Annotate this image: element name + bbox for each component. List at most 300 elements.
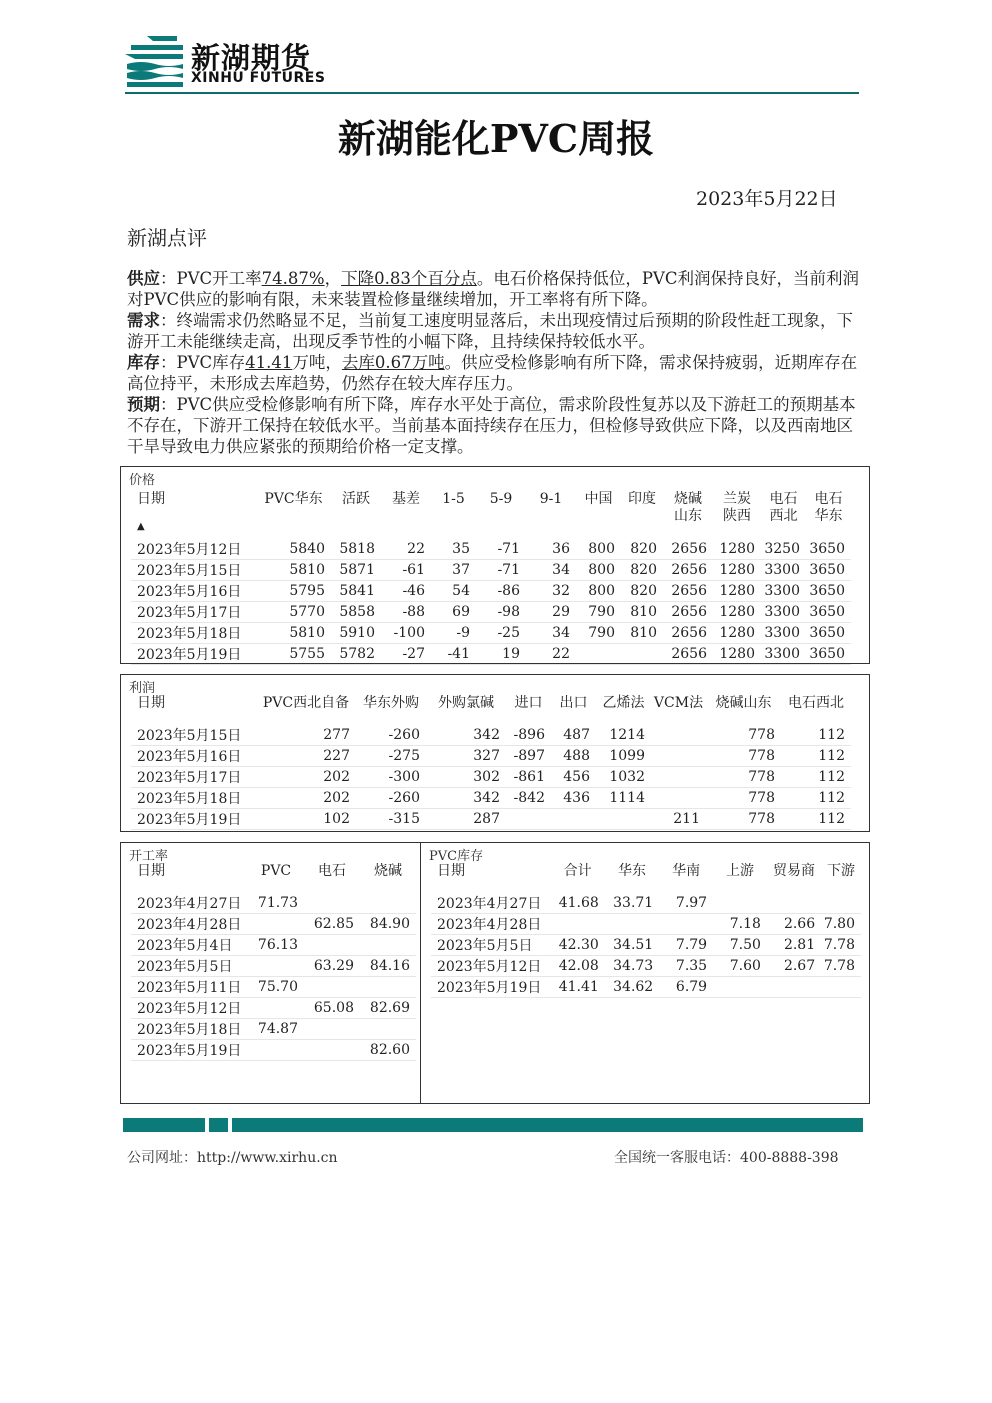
inventory-panel — [420, 842, 870, 1104]
report-date: 2023年5月22日 — [696, 188, 838, 210]
column-header: 下游 — [827, 863, 856, 879]
column-header: 5-9 — [489, 491, 513, 507]
table-row — [431, 956, 861, 977]
header-divider — [125, 92, 859, 94]
value-cell: 76.13 — [248, 935, 304, 956]
price-table — [131, 491, 851, 665]
table-row — [131, 998, 416, 1019]
value-cell: 32 — [526, 581, 576, 602]
date-cell: 2023年4月27日 — [431, 893, 550, 914]
column-header: 合计 — [563, 863, 592, 879]
value-cell: 5841 — [331, 581, 381, 602]
outlook-key: 预期 — [127, 395, 160, 414]
date-cell: 2023年5月17日 — [131, 602, 256, 623]
value-cell: 62.85 — [304, 914, 360, 935]
table-row — [131, 644, 851, 665]
value-cell: 778 — [706, 725, 781, 746]
value-cell — [551, 809, 596, 830]
value-cell: 65.08 — [304, 998, 360, 1019]
value-cell: 5818 — [331, 539, 381, 560]
value-cell: 5770 — [256, 602, 331, 623]
company-website: 公司网址：http://www.xirhu.cn — [127, 1150, 338, 1166]
date-cell: 2023年5月11日 — [131, 977, 248, 998]
value-cell — [360, 893, 416, 914]
outlook-text: ：PVC供应受检修影响有所下降，库存水平处于高位，需求阶段性复苏以及下游赶工的预期基本不存在，下游开工保持在较低水平。当前基本面持续存在压力，但检修导致供应下降，以及西南地区干旱导致电力供应紧张的预期给价格一定支撑。 — [127, 395, 856, 456]
inventory-table — [431, 863, 861, 998]
value-cell: 82.60 — [360, 1040, 416, 1061]
value-cell — [360, 935, 416, 956]
date-cell: 2023年5月12日 — [131, 998, 248, 1019]
value-cell — [248, 1040, 304, 1061]
value-cell: 1032 — [596, 767, 651, 788]
value-cell — [651, 767, 706, 788]
date-cell: 2023年4月27日 — [131, 893, 248, 914]
column-header: 电石 西北 — [769, 491, 798, 524]
value-cell — [304, 935, 360, 956]
value-cell: 102 — [256, 809, 356, 830]
inventory-text-a: ：PVC库存 — [160, 353, 246, 372]
value-cell: 35 — [431, 539, 476, 560]
column-header: 上游 — [726, 863, 754, 879]
table-row — [131, 809, 851, 830]
value-cell: 3650 — [806, 644, 851, 665]
value-cell — [550, 914, 604, 935]
value-cell: 7.80 — [821, 914, 861, 935]
value-cell: -897 — [506, 746, 551, 767]
value-cell — [651, 746, 706, 767]
value-cell: 1280 — [713, 539, 761, 560]
value-cell: 778 — [706, 788, 781, 809]
date-cell: 2023年5月5日 — [431, 935, 550, 956]
inventory-paragraph — [127, 352, 862, 394]
value-cell: 327 — [426, 746, 506, 767]
value-cell: 456 — [551, 767, 596, 788]
column-header: 日期 — [137, 863, 165, 879]
value-cell: 1099 — [596, 746, 651, 767]
column-header: 基差 — [392, 491, 420, 507]
value-cell: 1280 — [713, 560, 761, 581]
value-cell: 2656 — [663, 623, 713, 644]
value-cell: 810 — [621, 623, 663, 644]
value-cell: 3250 — [761, 539, 806, 560]
value-cell — [713, 977, 767, 998]
column-header: PVC西北自备 — [262, 695, 350, 711]
value-cell: 3650 — [806, 602, 851, 623]
demand-text: ：终端需求仍然略显不足，当前复工速度明显落后，未出现疫情过后预期的阶段性赶工现象，下游开工未能继续走高，出现反季节性的小幅下降，且持续保持较低水平。 — [127, 311, 853, 351]
price-panel-title: 价格 — [129, 473, 156, 488]
value-cell: -25 — [476, 623, 526, 644]
column-header: PVC — [260, 863, 292, 879]
value-cell: 69 — [431, 602, 476, 623]
value-cell — [506, 809, 551, 830]
value-cell — [621, 644, 663, 665]
value-cell: 5810 — [256, 560, 331, 581]
date-cell: 2023年5月18日 — [131, 788, 256, 809]
date-cell: 2023年5月4日 — [131, 935, 248, 956]
date-cell: 2023年5月17日 — [131, 767, 256, 788]
value-cell — [651, 725, 706, 746]
column-header: 贸易商 — [773, 863, 816, 879]
value-cell: 54 — [431, 581, 476, 602]
value-cell: 3300 — [761, 602, 806, 623]
column-header: 烧碱 — [373, 863, 402, 879]
inventory-key: 库存 — [127, 353, 160, 372]
value-cell: 800 — [576, 581, 621, 602]
value-cell: -896 — [506, 725, 551, 746]
value-cell: 1214 — [596, 725, 651, 746]
value-cell: 82.69 — [360, 998, 416, 1019]
value-cell — [248, 914, 304, 935]
value-cell — [248, 998, 304, 1019]
value-cell: 34.51 — [605, 935, 659, 956]
value-cell — [651, 788, 706, 809]
column-header: 日期 — [137, 491, 165, 507]
value-cell: 790 — [576, 602, 621, 623]
value-cell: -41 — [431, 644, 476, 665]
supply-text-c: 。电石价格保持低位，PVC利润保持良好，当前利润对PVC供应的影响有限，未来装置检修量继续增加，开工率将有所下降。 — [127, 269, 859, 309]
value-cell: 37 — [431, 560, 476, 581]
value-cell: 112 — [781, 725, 851, 746]
value-cell: 7.78 — [821, 956, 861, 977]
demand-paragraph — [127, 310, 862, 352]
value-cell: 5782 — [331, 644, 381, 665]
table-row — [431, 977, 861, 998]
value-cell: 6.79 — [659, 977, 713, 998]
value-cell: 820 — [621, 581, 663, 602]
footer-bar-gap — [205, 1118, 209, 1132]
date-cell: 2023年5月16日 — [131, 581, 256, 602]
value-cell: 2656 — [663, 581, 713, 602]
sort-marker: ▲ — [137, 521, 145, 532]
operating-rate-panel — [120, 842, 421, 1104]
value-cell — [713, 893, 767, 914]
value-cell: 7.60 — [713, 956, 767, 977]
value-cell — [304, 1040, 360, 1061]
value-cell: 34.62 — [605, 977, 659, 998]
value-cell: 34.73 — [605, 956, 659, 977]
table-row — [131, 560, 851, 581]
table-row — [131, 767, 851, 788]
column-header: 活跃 — [342, 491, 370, 507]
value-cell: 7.50 — [713, 935, 767, 956]
commentary — [127, 268, 862, 457]
logo-text-en: XINHU FUTURES — [191, 70, 326, 86]
date-cell: 2023年5月19日 — [131, 809, 256, 830]
date-cell: 2023年5月19日 — [131, 644, 256, 665]
value-cell: 790 — [576, 623, 621, 644]
table-row — [131, 914, 416, 935]
value-cell: 1280 — [713, 623, 761, 644]
value-cell: 3650 — [806, 560, 851, 581]
column-header: 烧碱山东 — [715, 695, 772, 711]
supply-rate: 74.87% — [261, 269, 325, 288]
value-cell: 2656 — [663, 560, 713, 581]
value-cell: 302 — [426, 767, 506, 788]
value-cell: 1280 — [713, 602, 761, 623]
value-cell: 287 — [426, 809, 506, 830]
value-cell: 7.79 — [659, 935, 713, 956]
value-cell: 112 — [781, 788, 851, 809]
value-cell: 41.41 — [550, 977, 604, 998]
price-panel — [120, 466, 870, 664]
table-row — [131, 935, 416, 956]
value-cell: 75.70 — [248, 977, 304, 998]
value-cell — [360, 1019, 416, 1040]
value-cell: -100 — [381, 623, 431, 644]
column-header: 外购氯碱 — [438, 695, 494, 711]
value-cell: 19 — [476, 644, 526, 665]
value-cell: 112 — [781, 746, 851, 767]
column-header: 日期 — [137, 695, 165, 711]
column-header: 华东 — [618, 863, 646, 879]
value-cell: 5810 — [256, 623, 331, 644]
value-cell — [576, 644, 621, 665]
value-cell: -71 — [476, 560, 526, 581]
value-cell: -842 — [506, 788, 551, 809]
value-cell: 34 — [526, 560, 576, 581]
value-cell: 74.87 — [248, 1019, 304, 1040]
value-cell: -315 — [356, 809, 426, 830]
demand-key: 需求 — [127, 311, 160, 330]
date-cell: 2023年4月28日 — [131, 914, 248, 935]
value-cell: 112 — [781, 767, 851, 788]
profit-table — [131, 695, 851, 830]
operating-panel-title: 开工率 — [129, 849, 169, 864]
supply-change: 下降0.83个百分点 — [341, 269, 477, 288]
column-header: PVC华东 — [264, 491, 323, 507]
date-cell: 2023年5月12日 — [131, 539, 256, 560]
logo-text-cn: 新湖期货 — [191, 41, 312, 75]
value-cell: 227 — [256, 746, 356, 767]
value-cell: 820 — [621, 539, 663, 560]
value-cell: 3650 — [806, 623, 851, 644]
value-cell: 34 — [526, 623, 576, 644]
value-cell: 487 — [551, 725, 596, 746]
table-row — [131, 956, 416, 977]
date-cell: 2023年5月12日 — [431, 956, 550, 977]
value-cell: 2656 — [663, 644, 713, 665]
value-cell: 800 — [576, 539, 621, 560]
supply-paragraph — [127, 268, 862, 310]
date-cell: 2023年5月18日 — [131, 623, 256, 644]
value-cell: 1114 — [596, 788, 651, 809]
date-cell: 2023年5月16日 — [131, 746, 256, 767]
column-header: 出口 — [559, 695, 588, 711]
value-cell: 22 — [526, 644, 576, 665]
column-header: 进口 — [514, 695, 543, 711]
value-cell: -260 — [356, 725, 426, 746]
value-cell — [659, 914, 713, 935]
date-cell: 2023年5月18日 — [131, 1019, 248, 1040]
value-cell: 778 — [706, 767, 781, 788]
column-header: 日期 — [437, 863, 465, 879]
value-cell: -27 — [381, 644, 431, 665]
value-cell: -71 — [476, 539, 526, 560]
value-cell — [304, 1019, 360, 1040]
value-cell: 5840 — [256, 539, 331, 560]
value-cell: 71.73 — [248, 893, 304, 914]
inventory-text-b: 万吨， — [292, 353, 342, 372]
value-cell: -861 — [506, 767, 551, 788]
table-row — [131, 746, 851, 767]
value-cell — [360, 977, 416, 998]
value-cell: 7.35 — [659, 956, 713, 977]
supply-key: 供应 — [127, 269, 160, 288]
column-header: 兰炭 陕西 — [723, 491, 751, 524]
value-cell: -9 — [431, 623, 476, 644]
value-cell: -98 — [476, 602, 526, 623]
value-cell — [248, 956, 304, 977]
value-cell: 2.81 — [767, 935, 821, 956]
value-cell: 1280 — [713, 644, 761, 665]
value-cell: 3650 — [806, 581, 851, 602]
value-cell: 2.67 — [767, 956, 821, 977]
operating-rate-table — [131, 863, 416, 1061]
value-cell: 2656 — [663, 539, 713, 560]
table-row — [431, 914, 861, 935]
value-cell: 3300 — [761, 623, 806, 644]
value-cell: 3300 — [761, 644, 806, 665]
value-cell: -61 — [381, 560, 431, 581]
value-cell: 22 — [381, 539, 431, 560]
value-cell: 5795 — [256, 581, 331, 602]
value-cell: 342 — [426, 725, 506, 746]
date-cell: 2023年5月5日 — [131, 956, 248, 977]
date-cell: 2023年5月19日 — [431, 977, 550, 998]
value-cell: 3300 — [761, 581, 806, 602]
inventory-text-c: 。供应受检修影响有所下降，需求保持疲弱，近期库存在高位持平，未形成去库趋势，仍然存在较大库存压力。 — [127, 353, 858, 393]
value-cell — [304, 893, 360, 914]
table-row — [131, 623, 851, 644]
company-logo — [125, 34, 325, 90]
page-title: 新湖能化PVC周报 — [337, 116, 655, 161]
value-cell — [304, 977, 360, 998]
value-cell: 5871 — [331, 560, 381, 581]
column-header: 乙烯法 — [602, 695, 645, 711]
value-cell: 36 — [526, 539, 576, 560]
table-row — [431, 893, 861, 914]
value-cell: 342 — [426, 788, 506, 809]
value-cell: 778 — [706, 746, 781, 767]
value-cell: 42.30 — [550, 935, 604, 956]
table-row — [131, 893, 416, 914]
value-cell: -86 — [476, 581, 526, 602]
value-cell: 63.29 — [304, 956, 360, 977]
date-cell: 2023年5月15日 — [131, 560, 256, 581]
value-cell: 84.90 — [360, 914, 416, 935]
value-cell: -300 — [356, 767, 426, 788]
value-cell — [767, 893, 821, 914]
date-cell: 2023年5月15日 — [131, 725, 256, 746]
value-cell: 810 — [621, 602, 663, 623]
supply-text-a: ：PVC开工率 — [160, 269, 262, 288]
table-row — [131, 1040, 416, 1061]
column-header: VCM法 — [653, 695, 704, 711]
value-cell: 800 — [576, 560, 621, 581]
date-cell: 2023年5月19日 — [131, 1040, 248, 1061]
footer-bar — [123, 1118, 863, 1132]
value-cell: 202 — [256, 767, 356, 788]
value-cell: 820 — [621, 560, 663, 581]
value-cell: 211 — [651, 809, 706, 830]
footer-bar-gap — [228, 1118, 232, 1132]
value-cell: 2.66 — [767, 914, 821, 935]
profit-panel-title: 利润 — [129, 681, 156, 696]
column-header: 烧碱 山东 — [674, 491, 702, 524]
inventory-panel-title: PVC库存 — [429, 849, 484, 864]
table-row — [131, 581, 851, 602]
value-cell: 33.71 — [605, 893, 659, 914]
value-cell — [821, 893, 861, 914]
column-header: 9-1 — [539, 491, 563, 507]
value-cell: 84.16 — [360, 956, 416, 977]
value-cell: 1280 — [713, 581, 761, 602]
service-hotline: 全国统一客服电话：400-8888-398 — [614, 1150, 839, 1166]
value-cell: -88 — [381, 602, 431, 623]
value-cell: 2656 — [663, 602, 713, 623]
value-cell: 3650 — [806, 539, 851, 560]
table-row — [131, 602, 851, 623]
section-heading: 新湖点评 — [127, 226, 207, 250]
value-cell: 7.18 — [713, 914, 767, 935]
column-header: 中国 — [584, 491, 613, 507]
value-cell: 41.68 — [550, 893, 604, 914]
column-header: 华南 — [672, 863, 701, 879]
value-cell: -260 — [356, 788, 426, 809]
table-row — [131, 539, 851, 560]
supply-text-b: ， — [324, 269, 342, 288]
table-row — [131, 725, 851, 746]
column-header: 电石 华东 — [814, 491, 843, 524]
table-row — [131, 1019, 416, 1040]
value-cell: 29 — [526, 602, 576, 623]
value-cell: 5910 — [331, 623, 381, 644]
value-cell: 42.08 — [550, 956, 604, 977]
value-cell — [605, 914, 659, 935]
logo-mark-icon — [125, 34, 185, 88]
value-cell: 436 — [551, 788, 596, 809]
column-header: 电石西北 — [788, 695, 844, 711]
value-cell: 112 — [781, 809, 851, 830]
value-cell — [821, 977, 861, 998]
inventory-value: 41.41 — [245, 353, 293, 372]
value-cell: 7.97 — [659, 893, 713, 914]
table-row — [131, 788, 851, 809]
value-cell — [596, 809, 651, 830]
value-cell: 488 — [551, 746, 596, 767]
column-header: 印度 — [628, 491, 656, 507]
value-cell — [767, 977, 821, 998]
value-cell: 7.78 — [821, 935, 861, 956]
table-row — [431, 935, 861, 956]
value-cell: -275 — [356, 746, 426, 767]
outlook-paragraph — [127, 394, 862, 457]
profit-panel — [120, 674, 870, 832]
value-cell: 5755 — [256, 644, 331, 665]
value-cell: 778 — [706, 809, 781, 830]
value-cell: 202 — [256, 788, 356, 809]
table-row — [131, 977, 416, 998]
column-header: 电石 — [318, 863, 346, 879]
value-cell: -46 — [381, 581, 431, 602]
date-cell: 2023年4月28日 — [431, 914, 550, 935]
value-cell: 277 — [256, 725, 356, 746]
value-cell: 3300 — [761, 560, 806, 581]
inventory-change: 去库0.67万吨 — [341, 353, 445, 372]
column-header: 1-5 — [442, 491, 465, 507]
value-cell: 5858 — [331, 602, 381, 623]
column-header: 华东外购 — [363, 695, 419, 711]
